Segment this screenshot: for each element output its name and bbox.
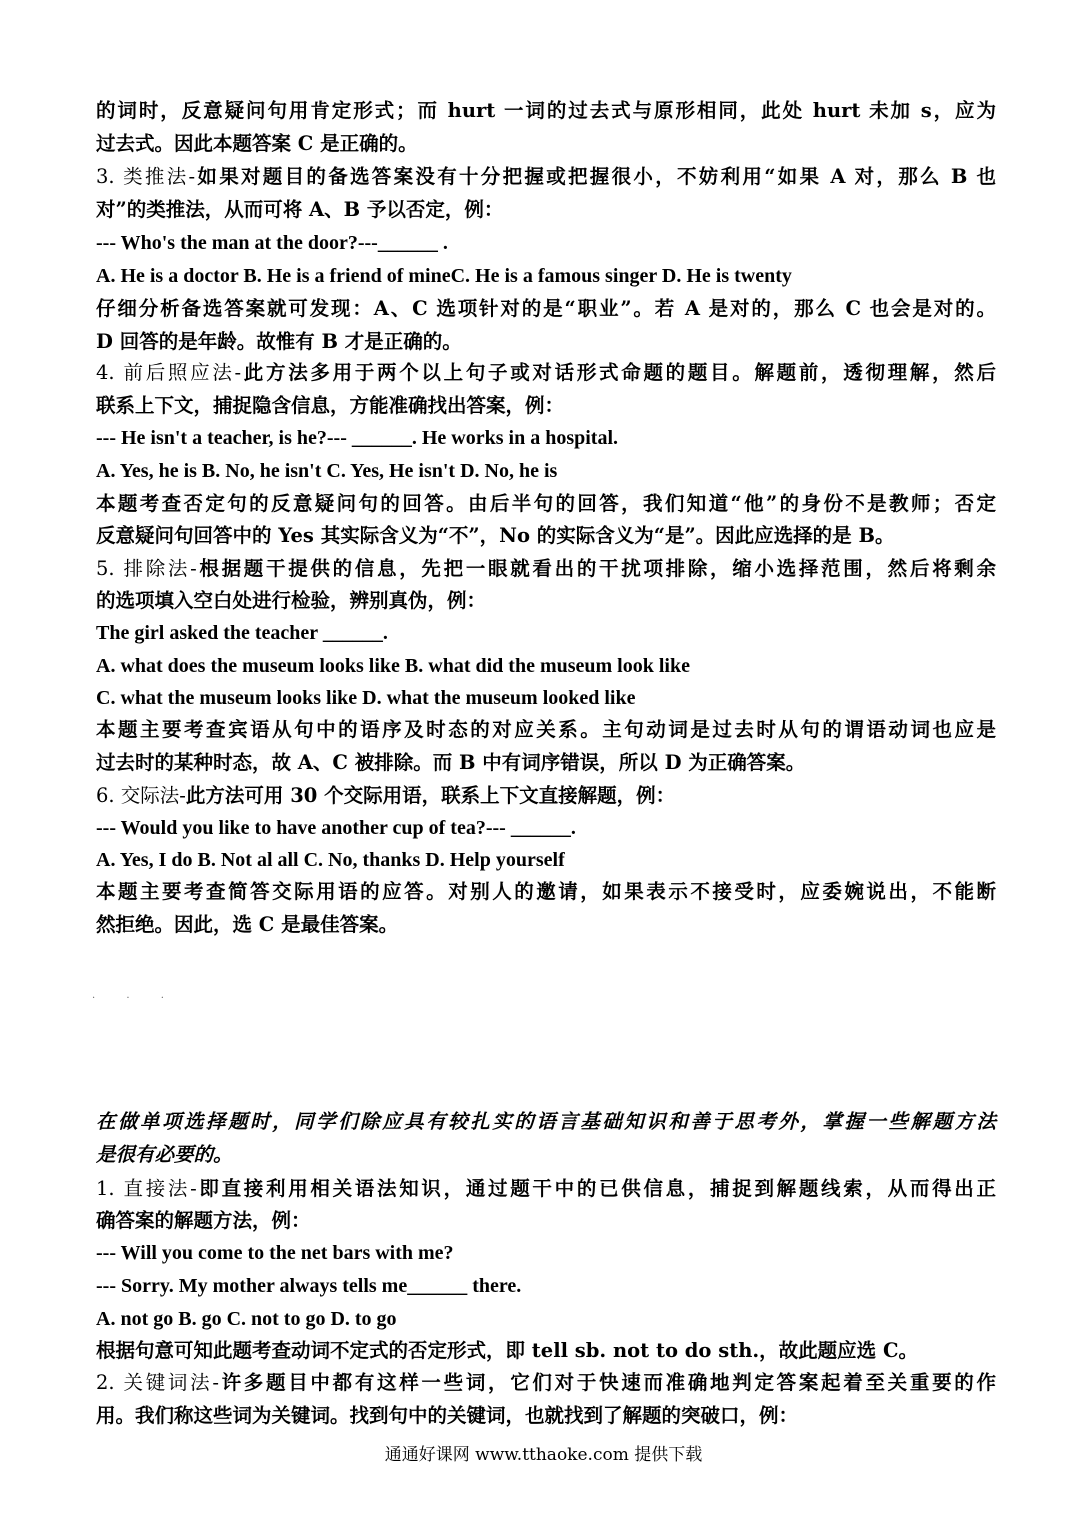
text-line: D 回答的是年龄。故惟有 B 才是正确的。: [96, 330, 462, 353]
text-line: 对”的类推法，从而可将 A、B 予以否定，例：: [96, 198, 504, 221]
method-4-line: [96, 359, 996, 387]
text-line: 根据句意可知此题考查动词不定式的否定形式，即 tell sb. not to do sth.，故此题应选 C。: [96, 1339, 918, 1362]
text-line: 的词时，反意疑问句用肯定形式；而 hurt 一词的过去式与原形相同，此处 hurt 未加 s，应为: [96, 99, 996, 122]
options-line: A. Yes, he is B. No, he isn't C. Yes, He isn't D. No, he is: [96, 460, 558, 482]
question-line: --- Would you like to have another cup of tea?--- ______.: [96, 817, 576, 839]
question-line: --- Will you come to the net bars with me?: [96, 1242, 454, 1264]
text-line: 过去时的某种时态，故 A、C 被排除。而 B 中有词序错误，所以 D 为正确答案。: [96, 751, 806, 774]
text-span: 即直接利用相关语法知识，通过题干中的已供信息，捕捉到解题线索，从而得出正: [196, 1177, 996, 1200]
options-line: A. He is a doctor B. He is a friend of mineC. He is a famous singer D. He is twenty: [96, 265, 792, 287]
method-3-heading: 3. 类推法-: [96, 165, 196, 188]
question-line: --- Who's the man at the door?---______ .: [96, 232, 448, 254]
method-4-heading: 4. 前后照应法-: [96, 361, 242, 384]
text-span: 根据题干提供的信息，先把一眼就看出的干扰项排除，缩小选择范围，然后将剩余: [196, 557, 996, 580]
text-line: 过去式。因此本题答案 C 是正确的。: [96, 132, 418, 155]
text-line: 本题主要考查宾语从句中的语序及时态的对应关系。主句动词是过去时从句的谓语动词也应是: [96, 718, 996, 741]
options-line: C. what the museum looks like D. what the museum looked like: [96, 687, 636, 709]
text-line: 反意疑问句回答中的 Yes 其实际含义为“不”，No 的实际含义为“是”。因此应选择的是 B。: [96, 524, 895, 547]
text-line: 联系上下文，捕捉隐含信息，方能准确找出答案，例：: [96, 394, 565, 417]
text-line: 然拒绝。因此，选 C 是最佳答案。: [96, 913, 399, 936]
method-1-heading: 1. 直接法-: [96, 1177, 197, 1200]
options-line: A. Yes, I do B. Not al all C. No, thanks D. Help yourself: [96, 849, 565, 871]
method-1-line: [96, 1175, 996, 1203]
text-line: 仔细分析备选答案就可发现：A、C 选项针对的是“职业”。若 A 是对的，那么 C 也会是对的。: [96, 297, 996, 320]
text-line: 确答案的解题方法，例：: [96, 1209, 311, 1232]
method-5-line: [96, 555, 996, 583]
method-2-line: [96, 1369, 996, 1397]
text-span: 如果对题目的备选答案没有十分把握或把握很小，不妨利用“如果 A 对，那么 B 也: [195, 165, 996, 188]
method-5-heading: 5. 排除法-: [96, 557, 197, 580]
text-line: 用。我们称这些词为关键词。找到句中的关键词，也就找到了解题的突破口，例：: [96, 1404, 799, 1427]
text-span: 此方法多用于两个以上句子或对话形式命题的题目。解题前，透彻理解，然后: [241, 361, 996, 384]
intro-line: 在做单项选择题时，同学们除应具有较扎实的语言基础知识和善于思考外，掌握一些解题方法: [96, 1110, 996, 1133]
question-line: The girl asked the teacher ______.: [96, 622, 388, 644]
text-span: 此方法可用 30 个交际用语，联系上下文直接解题，例：: [185, 784, 676, 807]
options-line: A. what does the museum looks like B. what did the museum look like: [96, 655, 690, 677]
question-line: --- Sorry. My mother always tells me______ there.: [96, 1275, 522, 1297]
method-6-heading: 6. 交际法-: [96, 784, 186, 807]
text-line: 的选项填入空白处进行检验，辨别真伪，例：: [96, 589, 487, 612]
text-line: 本题考查否定句的反意疑问句的回答。由后半句的回答，我们知道“他”的身份不是教师；否定: [96, 492, 996, 515]
intro-line: 是很有必要的。: [96, 1143, 233, 1166]
method-2-heading: 2. 关键词法-: [96, 1371, 219, 1394]
method-6-line: [96, 782, 996, 810]
method-3-line: [96, 163, 996, 191]
separator-dots: . . .: [92, 990, 178, 1001]
text-span: 许多题目中都有这样一些词，它们对于快速而准确地判定答案起着至关重要的作: [218, 1371, 996, 1394]
text-line: 本题主要考查简答交际用语的应答。对别人的邀请，如果表示不接受时，应委婉说出，不能断: [96, 880, 996, 903]
page-footer: 通通好课网 www.tthaoke.com 提供下载: [384, 1445, 703, 1465]
question-line: --- He isn't a teacher, is he?--- ______. He works in a hospital.: [96, 427, 619, 449]
options-line: A. not go B. go C. not to go D. to go: [96, 1308, 397, 1330]
